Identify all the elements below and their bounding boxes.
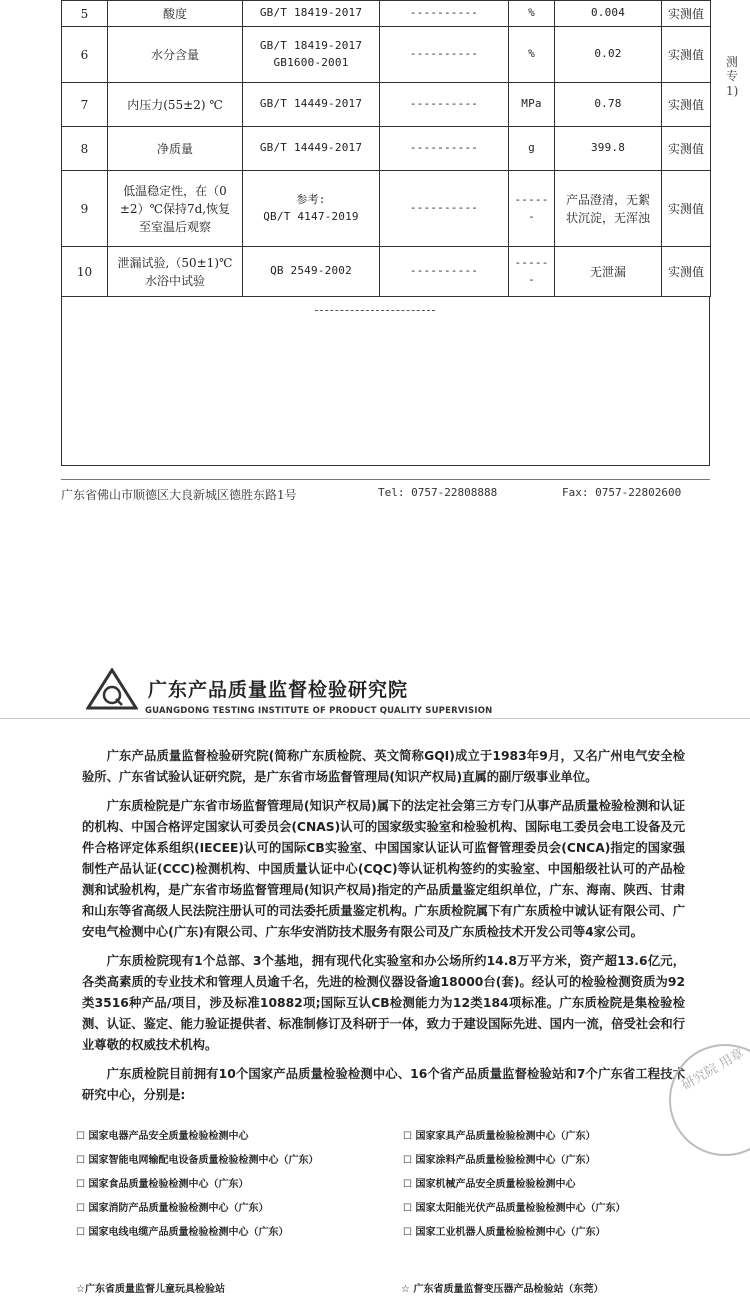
unit: % — [509, 1, 555, 27]
list-item: ☐ 国家太阳能光伏产品质量检验检测中心（广东） — [403, 1203, 626, 1214]
requirement: ---------- — [380, 83, 509, 127]
row-number: 7 — [62, 83, 108, 127]
footer-fax: Fax: 0757-22802600 — [562, 486, 682, 499]
row-number: 6 — [62, 27, 108, 83]
header-divider — [0, 718, 750, 719]
standard-line-2: GB1600-2001 — [273, 55, 349, 69]
footer-address: 广东省佛山市顺德区大良新城区德胜东路1号 — [61, 488, 297, 502]
station-item-right: ☆ 广东省质量监督变压器产品检验站（东莞） — [401, 1284, 604, 1295]
institute-intro-page — [0, 660, 750, 1300]
judgement: 实测值 — [662, 27, 711, 83]
test-standard — [243, 27, 380, 83]
standard-line-1: 参考: — [296, 193, 326, 206]
test-item: 低温稳定性，在（0 ±2）℃保持7d,恢复 至室温后观察 — [108, 171, 243, 247]
test-results-table — [61, 0, 711, 297]
list-item: ☐ 国家消防产品质量检验检测中心（广东） — [76, 1203, 269, 1214]
judgement: 实测值 — [662, 127, 711, 171]
report-page-fragment — [0, 0, 750, 520]
end-of-table-line — [315, 310, 435, 311]
unit: % — [509, 27, 555, 83]
requirement: ---------- — [380, 1, 509, 27]
test-item: 水分含量 — [108, 27, 243, 83]
judgement: 实测值 — [662, 1, 711, 27]
test-result: 0.004 — [555, 1, 662, 27]
station-item-left: ☆广东省质量监督儿童玩具检验站 — [76, 1284, 225, 1295]
requirement: ---------- — [380, 247, 509, 297]
seal-text: 研究院 用章 — [679, 1045, 747, 1094]
test-result: 产品澄清，无絮 状沉淀，无浑浊 — [555, 171, 662, 247]
org-name-en: GUANGDONG TESTING INSTITUTE OF PRODUCT QUALITY SUPERVISION — [145, 706, 493, 716]
test-standard: GB/T 14449-2017 — [243, 83, 380, 127]
org-name-cn: 广东产品质量监督检验研究院 — [148, 679, 409, 701]
row-number: 8 — [62, 127, 108, 171]
table-row — [62, 27, 711, 83]
intro-text — [82, 746, 685, 1114]
unit: MPa — [509, 83, 555, 127]
test-standard: GB/T 14449-2017 — [243, 127, 380, 171]
requirement: ---------- — [380, 27, 509, 83]
test-standard: GB/T 18419-2017 — [243, 1, 380, 27]
test-standard: QB 2549-2002 — [243, 247, 380, 297]
test-result: 0.78 — [555, 83, 662, 127]
judgement: 实测值 — [662, 247, 711, 297]
test-item: 酸度 — [108, 1, 243, 27]
blank-remainder-box — [61, 296, 710, 466]
list-item: ☐ 国家工业机器人质量检验检测中心（广东） — [403, 1227, 606, 1238]
table-row — [62, 247, 711, 297]
intro-paragraph: 广东质检院是广东省市场监督管理局(知识产权局)属下的法定社会第三方专门从事产品质量检验检测和认证的机构、中国合格评定国家认可委员会(CNAS)认可的国家级实验室和检验机构、国际电工委员会电工设备及元件合格评定体系组织(IECEE)认可的国际CB实验室、中国国家认证认可监督管理委员会(CNCA)指定的国家强制性产品认证(CCC)检测机构、中国质量认证中心(CQC)等认证机构签约的实验室、中国船级社认可的产品检测和试验机构，是广东省市场监督管理局(知识产权局)指定的产品质量鉴定组织单位，广东、海南、陕西、甘肃和山东等省高级人民法院注册认可的司法委托质量鉴定机构。广东质检院属下有广东质检中诚认证有限公司、广安电气检测中心(广东)有限公司、广东华安消防技术服务有限公司及广东质检技术开发公司等4家公司。 — [82, 799, 685, 939]
row-number: 5 — [62, 1, 108, 27]
unit: ------ — [509, 171, 555, 247]
gq-shield-logo-icon — [86, 668, 138, 712]
test-item: 净质量 — [108, 127, 243, 171]
centers-column-left — [76, 1125, 396, 1245]
test-result: 0.02 — [555, 27, 662, 83]
list-item: ☐ 国家机械产品安全质量检验检测中心 — [403, 1179, 576, 1190]
judgement: 实测值 — [662, 171, 711, 247]
list-item: ☐ 国家涂料产品质量检验检测中心（广东） — [403, 1155, 596, 1166]
standard-line-1: GB/T 18419-2017 — [259, 39, 363, 52]
list-item: ☐ 国家智能电网输配电设备质量检验检测中心（广东） — [76, 1155, 319, 1166]
list-item: ☐ 国家电器产品安全质量检验检测中心 — [76, 1131, 249, 1142]
standard-line-2: QB/T 4147-2019 — [263, 209, 359, 223]
unit: g — [509, 127, 555, 171]
footer-divider — [61, 479, 710, 480]
intro-paragraph: 广东产品质量监督检验研究院(简称广东质检院、英文简称GQI)成立于1983年9月，又名广州电气安全检验所、广东省试验认证研究院，是广东省市场监督管理局(知识产权局)直属的副厅级事业单位。 — [82, 749, 685, 784]
table-row — [62, 1, 711, 27]
judgement: 实测值 — [662, 83, 711, 127]
unit: ------ — [509, 247, 555, 297]
test-result: 399.8 — [555, 127, 662, 171]
intro-paragraph: 广东质检院目前拥有10个国家产品质量检验检测中心、16个省产品质量监督检验站和7个广东省工程技术研究中心，分别是: — [82, 1067, 685, 1102]
side-stamp-fragment: 测专 1) — [726, 55, 739, 98]
table-row — [62, 171, 711, 247]
row-number: 10 — [62, 247, 108, 297]
row-number: 9 — [62, 171, 108, 247]
centers-column-right — [403, 1125, 723, 1245]
table-row — [62, 127, 711, 171]
test-result: 无泄漏 — [555, 247, 662, 297]
test-item: 内压力(55±2) ℃ — [108, 83, 243, 127]
test-standard — [243, 171, 380, 247]
footer-tel: Tel: 0757-22808888 — [378, 486, 498, 499]
requirement: ---------- — [380, 171, 509, 247]
list-item: ☐ 国家家具产品质量检验检测中心（广东） — [403, 1131, 596, 1142]
test-item: 泄漏试验,（50±1)℃ 水浴中试验 — [108, 247, 243, 297]
table-row — [62, 83, 711, 127]
list-item: ☐ 国家食品质量检验检测中心（广东） — [76, 1179, 249, 1190]
intro-paragraph: 广东质检院现有1个总部、3个基地，拥有现代化实验室和办公场所约14.8万平方米，资产超13.6亿元，各类高素质的专业技术和管理人员逾千名，先进的检测仪器设备逾18000台(套)。经认可的检验检测资质为92类3516种产品/项目，涉及标准10882项;国际互认CB检测能力为12类184项标准。广东质检院是集检验检测、认证、鉴定、能力验证提供者、标准制修订及科研于一体，致力于建设国际先进、国内一流，倍受社会和行业尊敬的权威技术机构。 — [82, 954, 685, 1052]
requirement: ---------- — [380, 127, 509, 171]
list-item: ☐ 国家电线电缆产品质量检验检测中心（广东） — [76, 1227, 289, 1238]
